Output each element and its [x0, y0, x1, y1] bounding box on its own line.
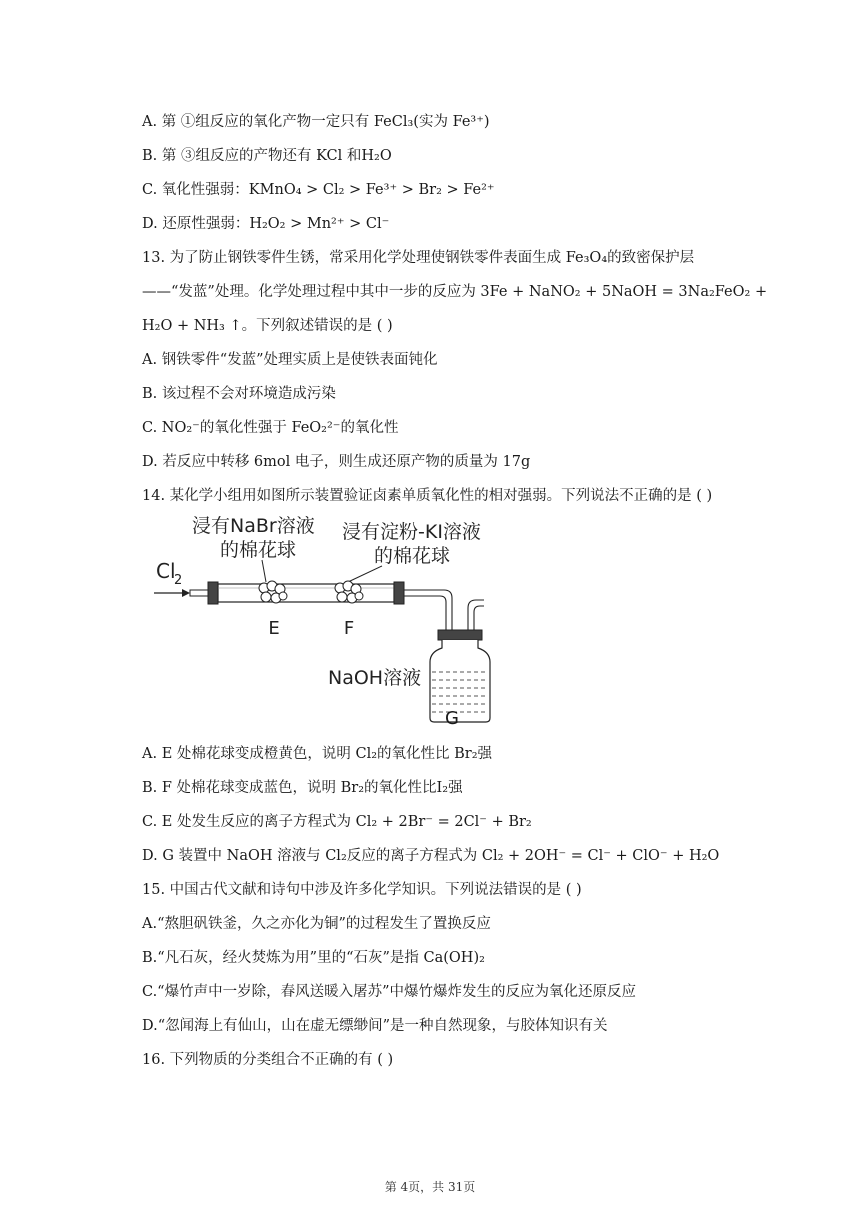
label-ki-line2: 的棉花球: [374, 545, 451, 567]
text-line-l19: B.“凡石灰，经火焚炼为用”里的“石灰”是指 Ca(OH)₂: [142, 950, 485, 966]
text-line-l12: 14. 某化学小组用如图所示装置验证卤素单质氧化性的相对强弱。下列说法不正确的是 ( ): [142, 488, 713, 504]
label-nabr-line1: 浸有NaBr溶液: [192, 515, 315, 537]
text-line-l6: ——“发蓝”处理。化学处理过程中其中一步的反应为 3Fe + NaNO₂ + 5NaOH = 3Na₂FeO₂ +: [142, 284, 768, 300]
text-line-l11: D. 若反应中转移 6mol 电子，则生成还原产物的质量为 17g: [142, 454, 531, 470]
label-e: E: [268, 618, 280, 639]
right-stopper: [394, 582, 404, 604]
left-stopper: [208, 582, 218, 604]
label-g-text: G: [445, 708, 459, 729]
page-footer: 第 4页，共 31页: [384, 1180, 476, 1194]
glass-tube: [218, 584, 394, 602]
text-line-l2: B. 第 ③组反应的产物还有 KCl 和H₂O: [142, 148, 392, 164]
text-line-l4: D. 还原性强弱：H₂O₂ > Mn²⁺ > Cl⁻: [142, 216, 390, 232]
text-line-l5: 13. 为了防止钢铁零件生锈，常采用化学处理使钢铁零件表面生成 Fe₃O₄的致密保护层: [142, 250, 695, 266]
apparatus-figure: [152, 512, 522, 734]
text-line-l17: 15. 中国古代文献和诗句中涉及许多化学知识。下列说法错误的是 ( ): [142, 882, 582, 898]
text-line-l10: C. NO₂⁻的氧化性强于 FeO₂²⁻的氧化性: [142, 420, 399, 436]
text-line-l13: A. E 处棉花球变成橙黄色，说明 Cl₂的氧化性比 Br₂强: [142, 746, 493, 762]
text-line-l7: H₂O + NH₃ ↑。下列叙述错误的是 ( ): [142, 318, 393, 334]
text-line-l3: C. 氧化性强弱：KMnO₄ > Cl₂ > Fe³⁺ > Br₂ > Fe²⁺: [142, 182, 495, 198]
label-ki-line1: 浸有淀粉-KI溶液: [342, 521, 481, 543]
text-line-l8: A. 钢铁零件“发蓝”处理实质上是使铁表面钝化: [142, 352, 438, 368]
label-f: F: [343, 618, 355, 639]
bottle-stopper: [438, 630, 482, 640]
text-line-l14: B. F 处棉花球变成蓝色，说明 Br₂的氧化性比I₂强: [142, 780, 463, 796]
text-line-l21: D.“忽闻海上有仙山，山在虚无缥缈间”是一种自然现象，与胶体知识有关: [142, 1018, 608, 1034]
text-line-l22: 16. 下列物质的分类组合不正确的有 ( ): [142, 1052, 394, 1068]
text-line-l15: C. E 处发生反应的离子方程式为 Cl₂ + 2Br⁻ = 2Cl⁻ + Br₂: [142, 814, 532, 830]
text-line-l9: B. 该过程不会对环境造成污染: [142, 386, 336, 402]
pointer-f: [348, 566, 382, 582]
text-line-l1: A. 第 ①组反应的氧化产物一定只有 FeCl₃(实为 Fe³⁺): [142, 114, 490, 130]
label-cl2: Cl: [156, 559, 176, 583]
text-line-l18: A.“熬胆矾铁釜，久之亦化为铜”的过程发生了置换反应: [142, 916, 491, 932]
text-line-l16: D. G 装置中 NaOH 溶液与 Cl₂反应的离子方程式为 Cl₂ + 2OH⁻ = Cl⁻ + ClO⁻ + H₂O: [142, 848, 720, 864]
inlet-tube: [190, 590, 208, 596]
exhaust-tube: [468, 600, 484, 630]
label-cl2-sub: 2: [174, 573, 183, 588]
label-nabr-line2: 的棉花球: [220, 539, 297, 561]
arrow-head: [182, 589, 190, 597]
bottle-g: [430, 640, 490, 722]
pointer-e: [262, 560, 266, 582]
text-line-l20: C.“爆竹声中一岁除，春风送暖入屠苏”中爆竹爆炸发生的反应为氧化还原反应: [142, 984, 637, 1000]
label-naoh: NaOH溶液: [328, 667, 422, 689]
